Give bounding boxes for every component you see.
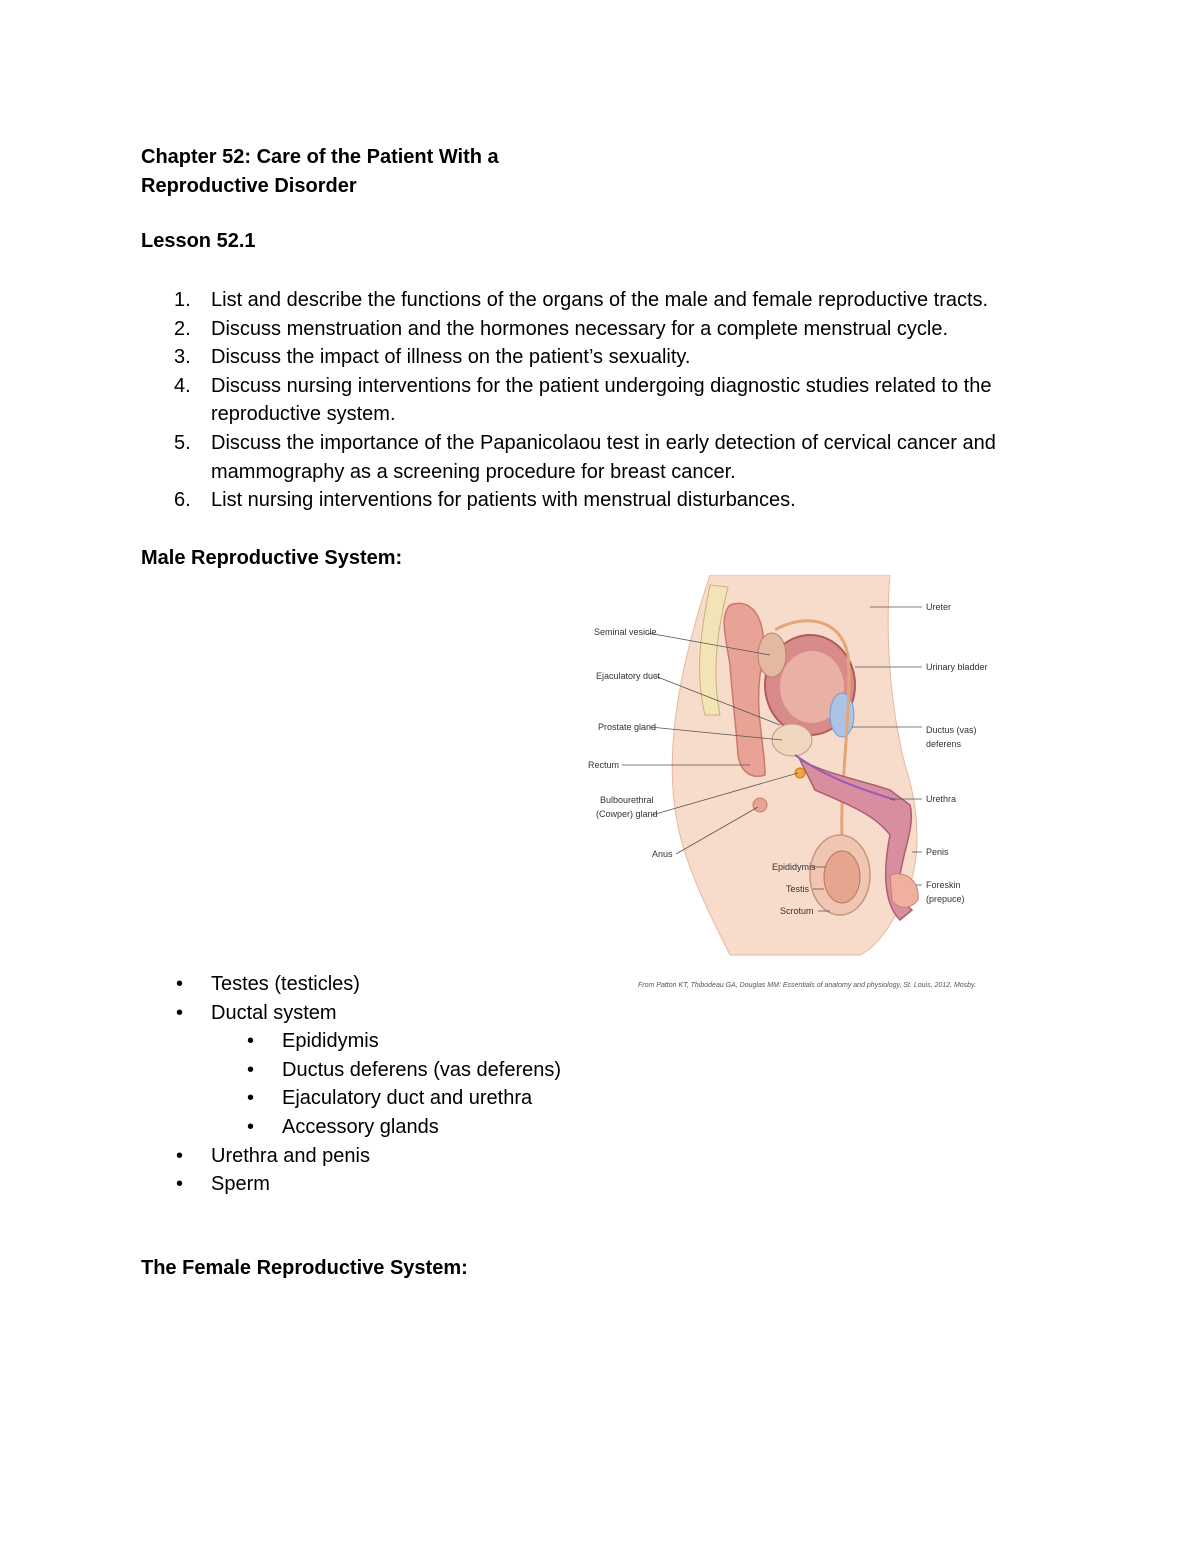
chapter-title bbox=[141, 143, 499, 201]
label-prostate-gland: Prostate gland bbox=[598, 722, 657, 732]
list-item bbox=[141, 1027, 561, 1056]
objective-text: List nursing interventions for patients with menstrual disturbances. bbox=[211, 489, 796, 512]
label-ejaculatory-duct: Ejaculatory duct bbox=[596, 671, 661, 681]
bullet-marker: • bbox=[247, 1115, 255, 1138]
label-penis: Penis bbox=[926, 847, 949, 857]
list-item-text: Testes (testicles) bbox=[211, 973, 360, 995]
list-item-text: Urethra and penis bbox=[211, 1144, 370, 1167]
label-bulbourethral-1: Bulbourethral bbox=[600, 795, 654, 805]
objective-item bbox=[141, 343, 1081, 372]
bullet-marker: • bbox=[176, 1144, 184, 1167]
objective-number: 6. bbox=[174, 489, 191, 512]
list-item bbox=[141, 1142, 561, 1171]
label-bulbourethral-2: (Cowper) gland bbox=[596, 809, 658, 819]
list-item-text: Epididymis bbox=[282, 1030, 379, 1053]
label-epididymis: Epididymis bbox=[772, 862, 816, 872]
list-item-text: Ductal system bbox=[211, 1001, 337, 1024]
label-ureter: Ureter bbox=[926, 602, 952, 612]
male-anatomy-figure bbox=[560, 575, 990, 995]
label-testis: Testis bbox=[786, 884, 810, 894]
list-item-text: Ductus deferens (vas deferens) bbox=[282, 1058, 562, 1081]
objective-item bbox=[141, 372, 1081, 429]
male-anatomy-illustration bbox=[560, 575, 990, 995]
label-urethra: Urethra bbox=[926, 794, 957, 804]
objective-number: 1. bbox=[174, 289, 191, 311]
bullet-marker: • bbox=[247, 1087, 255, 1110]
bullet-marker: • bbox=[176, 973, 184, 995]
objective-item bbox=[141, 429, 1081, 486]
list-item bbox=[141, 1170, 561, 1199]
objective-number: 4. bbox=[174, 374, 191, 397]
male-system-bullets bbox=[141, 970, 561, 1199]
chapter-title-line-1: Chapter 52: Care of the Patient With a bbox=[141, 146, 499, 168]
label-foreskin-1: Foreskin bbox=[926, 880, 961, 890]
list-item bbox=[141, 1056, 561, 1085]
objective-item bbox=[141, 286, 1081, 315]
objective-number: 2. bbox=[174, 317, 191, 340]
bulbourethral-gland-shape bbox=[795, 768, 805, 778]
lesson-heading: Lesson 52.1 bbox=[141, 230, 256, 252]
male-system-heading: Male Reproductive System: bbox=[141, 547, 403, 569]
anus-shape bbox=[753, 798, 767, 812]
foreskin-shape bbox=[890, 874, 918, 908]
female-system-heading: The Female Reproductive System: bbox=[141, 1257, 468, 1279]
bullet-marker: • bbox=[176, 1173, 184, 1196]
seminal-vesicle-shape bbox=[758, 633, 786, 677]
list-item bbox=[141, 1084, 561, 1113]
bullet-marker: • bbox=[247, 1058, 255, 1081]
label-urinary-bladder: Urinary bladder bbox=[926, 662, 988, 672]
list-item bbox=[141, 999, 561, 1028]
figure-credit: From Patton KT, Thibodeau GA, Douglas MM: Essentials of anatomy and physiology, St. Louis, 2012, Mosby. bbox=[638, 982, 976, 989]
objective-number: 3. bbox=[174, 346, 191, 369]
objective-text: Discuss the impact of illness on the patient’s sexuality. bbox=[211, 346, 691, 369]
label-foreskin-2: (prepuce) bbox=[926, 894, 965, 904]
objective-item bbox=[141, 486, 1081, 515]
label-ductus-deferens-2: deferens bbox=[926, 739, 962, 749]
label-seminal-vesicle: Seminal vesicle bbox=[594, 627, 657, 637]
list-item-text: Sperm bbox=[211, 1173, 270, 1196]
bullet-marker: • bbox=[176, 1001, 184, 1024]
objective-text: Discuss menstruation and the hormones necessary for a complete menstrual cycle. bbox=[211, 317, 949, 340]
list-item bbox=[141, 1113, 561, 1142]
label-rectum: Rectum bbox=[588, 760, 620, 770]
bullet-marker: • bbox=[247, 1030, 255, 1053]
objective-text: Discuss nursing interventions for the patient undergoing diagnostic studies related to the reproductive system. bbox=[211, 374, 992, 426]
label-anus: Anus bbox=[652, 849, 673, 859]
label-ductus-deferens-1: Ductus (vas) bbox=[926, 725, 977, 735]
objective-text: List and describe the functions of the organs of the male and female reproductive tracts. bbox=[211, 289, 989, 311]
pubic-bone-shape bbox=[830, 693, 854, 737]
objectives-list bbox=[141, 286, 1081, 515]
testis-shape bbox=[824, 851, 860, 903]
chapter-title-line-2: Reproductive Disorder bbox=[141, 175, 357, 197]
list-item-text: Ejaculatory duct and urethra bbox=[282, 1087, 533, 1110]
list-item-text: Accessory glands bbox=[282, 1115, 439, 1138]
objective-item bbox=[141, 315, 1081, 344]
label-scrotum: Scrotum bbox=[780, 906, 814, 916]
list-item bbox=[141, 970, 561, 999]
objective-number: 5. bbox=[174, 431, 191, 454]
objective-text: Discuss the importance of the Papanicolaou test in early detection of cervical cancer and mammography as a screening procedure for breast cancer. bbox=[211, 431, 996, 483]
